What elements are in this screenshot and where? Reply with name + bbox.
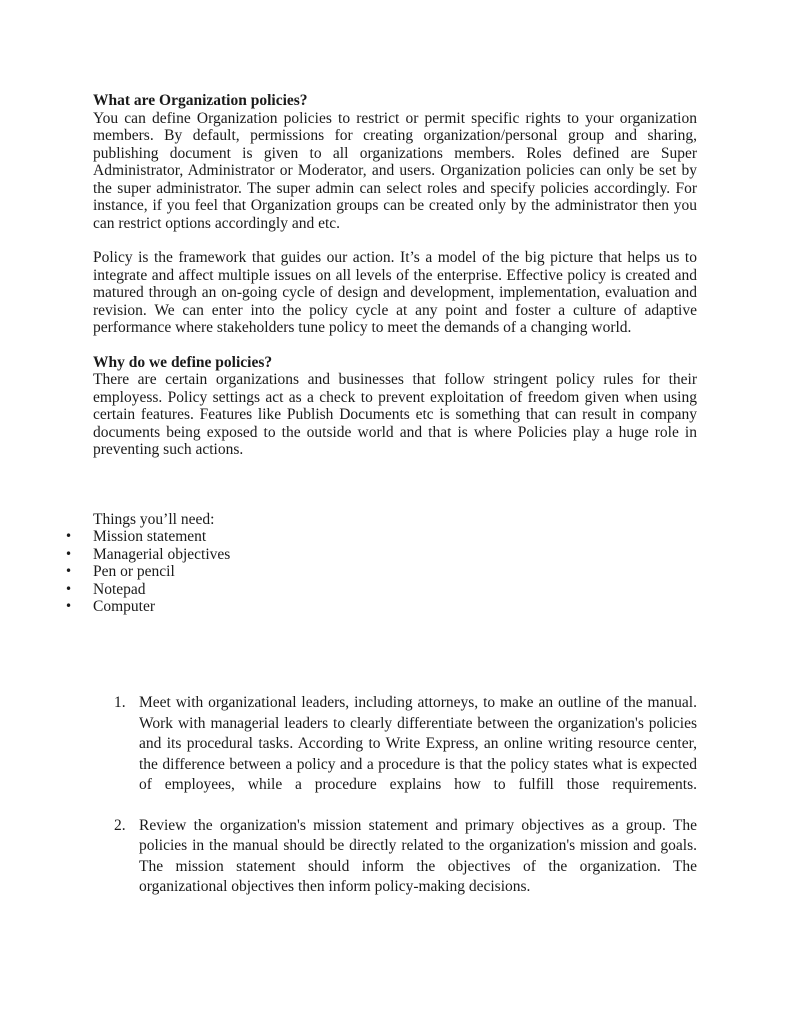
step-item-2	[114, 816, 697, 898]
bullet-icon: •	[65, 581, 73, 596]
numbered-steps	[114, 693, 697, 898]
paragraph-why-define-policies: There are certain organizations and businesses that follow stringent policy rules for their employess. Policy settings act as a check to prevent exploitation of freedom given when using certain features. Features like Publish Documents etc is something that can result in company documents being exposed to the outside world and that is where Policies play a huge role in preventing such actions.	[93, 371, 697, 458]
things-needed-intro: Things you’ll need:	[93, 510, 215, 528]
bullet-icon: •	[65, 599, 73, 613]
paragraph-organization-policies: You can define Organization policies to restrict or permit specific rights to your organization members. By default, permissions for creating organization/personal group and sharing, publishing document is given to all organizations members. Roles defined are Super Administrator, Administrator or Moderator, and users. Organization policies can only be set by the super administrator. The super admin can select roles and specify policies accordingly. For instance, if you feel that Organization groups can be created only by the administrator then you can restrict options accordingly and etc.	[93, 109, 697, 232]
paragraph-policy-framework: Policy is the framework that guides our action. It’s a model of the big picture that helps us to integrate and affect multiple issues on all levels of the enterprise. Effective policy is created and matured through an on-going cycle of design and development, implementation, evaluation and revision. We can enter into the policy cycle at any point and foster a culture of adaptive performance where stakeholders tune policy to meet the demands of a changing world.	[93, 249, 697, 336]
bullet-icon: •	[65, 546, 73, 561]
step-text: Review the organization's mission statement and primary objectives as a group. The policies in the manual should be directly related to the organization's mission and goals. The mission statement should inform the objectives of the organization. The organizational objectives then inform policy-making decisions.	[139, 816, 697, 895]
list-item: • Notepad	[65, 580, 146, 598]
list-item: • Mission statement	[65, 528, 207, 545]
step-text: Meet with organizational leaders, including attorneys, to make an outline of the manual. Work with managerial leaders to clearly differentiate between the organization's policies and its procedural tasks. According to Write Express, an online writing resource center, the difference between a policy and a procedure is that the policy states what is expected of employees, while a procedure explains how to fulfill those requirements.	[139, 694, 697, 793]
step-item-1	[114, 693, 697, 796]
section-heading-why-define-policies: Why do we define policies?	[93, 353, 273, 371]
list-item: • Computer	[65, 598, 155, 615]
step-number: 2.	[114, 816, 126, 834]
list-item: • Pen or pencil	[65, 563, 175, 580]
things-needed-list	[65, 528, 697, 616]
document-body	[65, 92, 697, 616]
list-item: • Managerial objectives	[65, 545, 231, 563]
section-heading-organization-policies: What are Organization policies?	[93, 92, 308, 109]
bullet-icon: •	[65, 564, 73, 578]
bullet-icon: •	[65, 529, 73, 543]
step-number: 1.	[114, 694, 126, 711]
